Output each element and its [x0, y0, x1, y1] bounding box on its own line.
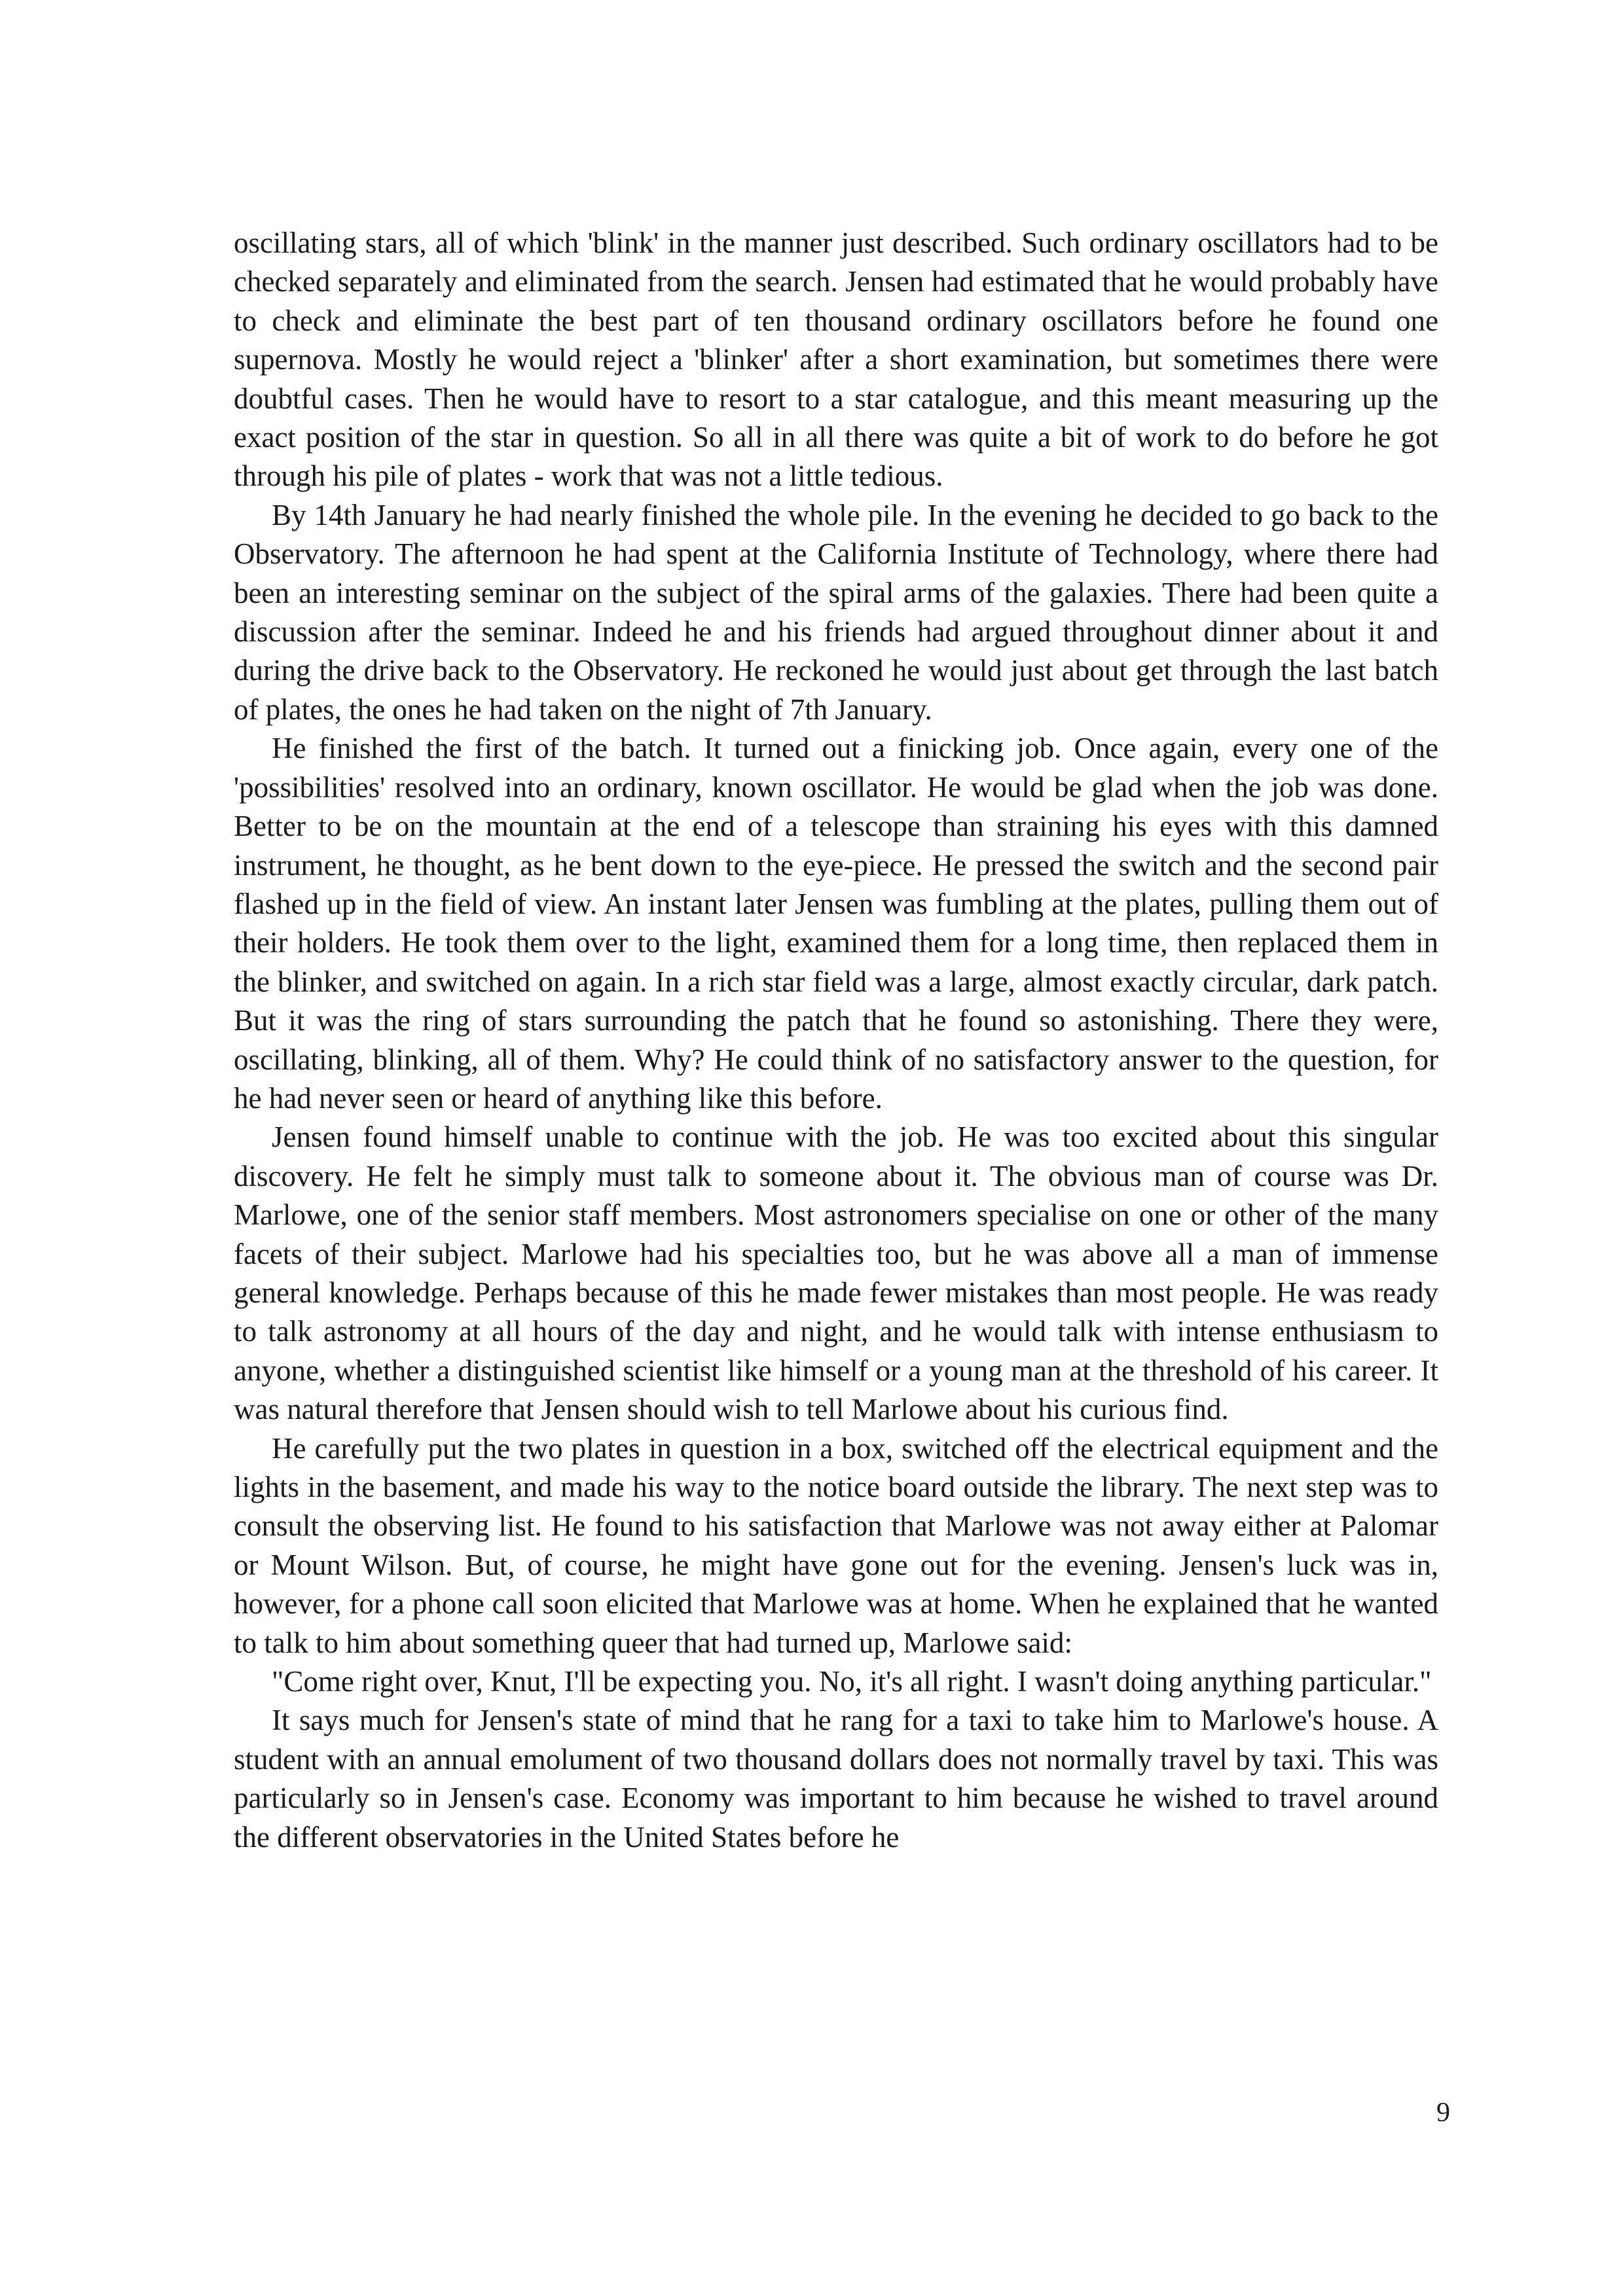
paragraph-3: He finished the first of the batch. It turned out a finicking job. Once again, every one of the 'possibilities' resolved into an ordinary, known oscillator. He would be glad when the job was done. Better to be on the mountain at the end of a telescope than straining his eyes with this damned instrument, he thought, as he bent down to the eye-piece. He pressed the switch and the second pair flashed up in the field of view. An instant later Jensen was fumbling at the plates, pulling them out of their holders. He took them over to the light, examined them for a long time, then replaced them in the blinker, and switched on again. In a rich star field was a large, almost exactly circular, dark patch. But it was the ring of stars surrounding the patch that he found so astonishing. There they were, oscillating, blinking, all of them. Why? He could think of no satisfactory answer to the question, for he had never seen or heard of anything like this before.: [234, 732, 1438, 1115]
paragraph-6: "Come right over, Knut, I'll be expecting you. No, it's all right. I wasn't doing anything particular.": [272, 1665, 1432, 1698]
paragraph-7: It says much for Jensen's state of mind that he rang for a taxi to take him to Marlowe's house. A student with an annual emolument of two thousand dollars does not normally travel by taxi. This was particularly so in Jensen's case. Economy was important to him because he wished to travel around the different observatories in the United States before he: [234, 1704, 1438, 1854]
paragraph-5: He carefully put the two plates in question in a box, switched off the electrical equipment and the lights in the basement, and made his way to the notice board outside the library. The next step was to consult the observing list. He found to his satisfaction that Marlowe was not away either at Palomar or Mount Wilson. But, of course, he might have gone out for the evening. Jensen's luck was in, however, for a phone call soon elicited that Marlowe was at home. When he explained that he wanted to talk to him about something queer that had turned up, Marlowe said:: [234, 1431, 1438, 1659]
body-text: [234, 224, 1438, 1857]
page-number: 9: [1436, 2098, 1450, 2128]
paragraph-4: Jensen found himself unable to continue with the job. He was too excited about this singular discovery. He felt he simply must talk to someone about it. The obvious man of course was Dr. Marlowe, one of the senior staff members. Most astronomers specialise on one or other of the many facets of their subject. Marlowe had his specialties too, but he was above all a man of immense general knowledge. Perhaps because of this he made fewer mistakes than most people. He was ready to talk astronomy at all hours of the day and night, and he would talk with intense enthusiasm to anyone, whether a distinguished scientist like himself or a young man at the threshold of his career. It was natural therefore that Jensen should wish to tell Marlowe about his curious find.: [234, 1121, 1438, 1426]
paragraph-2: By 14th January he had nearly finished the whole pile. In the evening he decided to go back to the Observatory. The afternoon he had spent at the California Institute of Technology, where there had been an interesting seminar on the subject of the spiral arms of the galaxies. There had been quite a discussion after the seminar. Indeed he and his friends had argued throughout dinner about it and during the drive back to the Observatory. He reckoned he would just about get through the last batch of plates, the ones he had taken on the night of 7th January.: [234, 498, 1438, 726]
paragraph-1: oscillating stars, all of which 'blink' in the manner just described. Such ordinary oscillators had to be checked separately and eliminated from the search. Jensen had estimated that he would probably have to check and eliminate the best part of ten thousand ordinary oscillators before he found one supernova. Mostly he would reject a 'blinker' after a short examination, but sometimes there were doubtful cases. Then he would have to resort to a star catalogue, and this meant measuring up the exact position of the star in question. So all in all there was quite a bit of work to do before he got through his pile of plates - work that was not a little tedious.: [234, 226, 1438, 493]
